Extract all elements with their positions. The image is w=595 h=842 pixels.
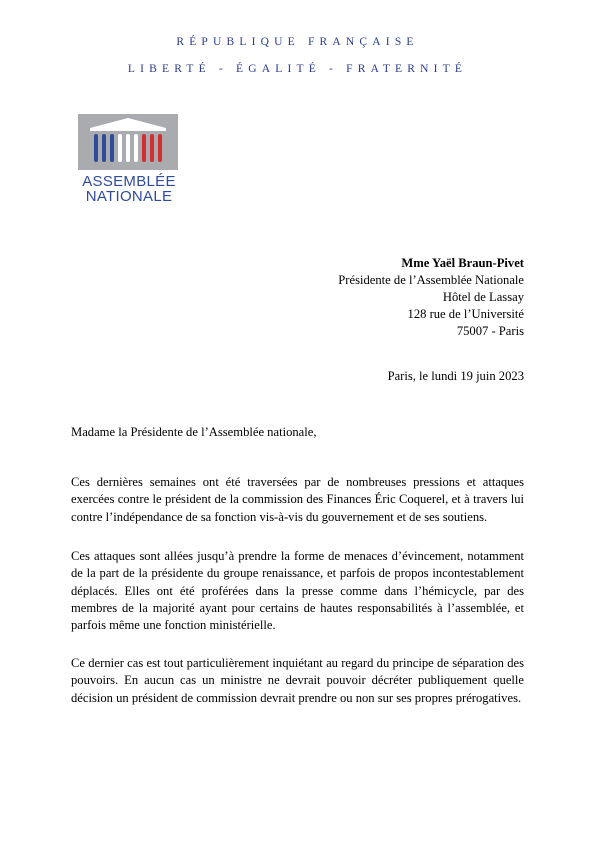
logo-line-2: NATIONALE bbox=[85, 188, 173, 205]
body-paragraph-3: Ce dernier cas est tout particulièrement inquiétant au regard du principe de séparation des pouvoirs. En aucun cas un ministre ne devrait pouvoir décréter publiquement quelle décision un président de commission devrait prendre ou non sur ses propres prérogatives. bbox=[71, 656, 524, 705]
recipient-building: Hôtel de Lassay bbox=[442, 290, 524, 304]
assemblee-nationale-logo bbox=[78, 114, 180, 204]
recipient-name: Mme Yaël Braun-Pivet bbox=[401, 256, 524, 270]
recipient-city: 75007 - Paris bbox=[456, 324, 524, 338]
logo-text bbox=[78, 174, 180, 204]
salutation: Madame la Présidente de l’Assemblée nationale, bbox=[71, 425, 317, 439]
letter-date: Paris, le lundi 19 juin 2023 bbox=[387, 369, 524, 383]
recipient-title: Présidente de l’Assemblée Nationale bbox=[338, 273, 524, 287]
recipient-street: 128 rue de l’Université bbox=[407, 307, 524, 321]
hemicycle-emblem-icon bbox=[78, 114, 178, 170]
motto-heading: LIBERTÉ - ÉGALITÉ - FRATERNITÉ bbox=[127, 63, 468, 75]
body-paragraph-1: Ces dernières semaines ont été traversées par de nombreuses pressions et attaques exercées contre le président de la commission des Finances Éric Coquerel, et à travers lui contre l’indépendance de sa fonction vis-à-vis du gouvernement et de ses soutiens. bbox=[71, 475, 524, 524]
republic-heading: RÉPUBLIQUE FRANÇAISE bbox=[176, 36, 419, 48]
logo-line-1: ASSEMBLÉE bbox=[82, 173, 176, 190]
body-paragraph-2: Ces attaques sont allées jusqu’à prendre la forme de menaces d’évincement, notamment de la part de la présidente du groupe renaissance, et parfois de propos incontestablement déplacés. Elles ont été proférées dans la presse comme dans l’hémicycle, par des membres de la majorité ayant pour certains de hautes responsabilités à l’assemblée, et parfois même une fonction ministérielle. bbox=[71, 549, 524, 633]
recipient-address bbox=[338, 255, 524, 340]
